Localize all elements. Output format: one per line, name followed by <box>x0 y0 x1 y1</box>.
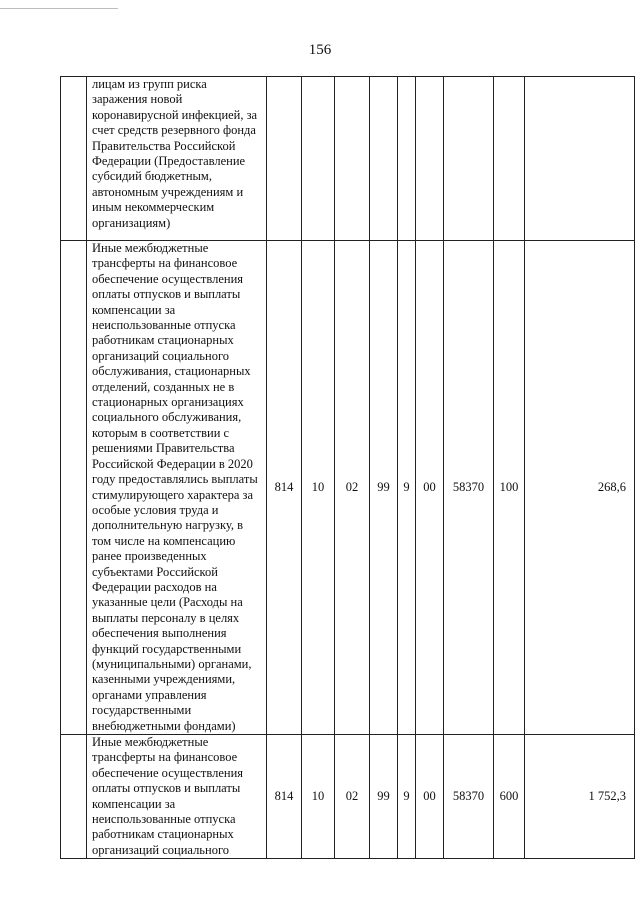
subprogram-code-cell <box>398 77 416 241</box>
section-code-cell <box>302 77 335 241</box>
ministry-code-cell <box>267 77 302 241</box>
direction-code-cell: 58370 <box>444 735 494 859</box>
page-number: 156 <box>308 42 332 58</box>
description-cell: лицам из групп риска заражения новой коронавирусной инфекцией, за счет средств резервного фонда Правительства Российской Федерации (Предоставление субсидий бюджетным, автономным учреждениям и иным некоммерческим организациям) <box>87 77 267 241</box>
row-number-cell <box>61 77 87 241</box>
subsection-code-cell: 02 <box>335 735 370 859</box>
program-code-cell: 99 <box>370 241 398 735</box>
scan-edge-mark <box>0 0 118 9</box>
program-code-cell: 99 <box>370 735 398 859</box>
table-row <box>61 77 635 241</box>
section-code-cell: 10 <box>302 241 335 735</box>
row-number-cell <box>61 241 87 735</box>
amount-cell <box>525 77 635 241</box>
table-row <box>61 735 635 859</box>
expense-type-code-cell: 600 <box>494 735 525 859</box>
table-row <box>61 241 635 735</box>
description-cell: Иные межбюджетные трансферты на финансовое обеспечение осуществления оплаты отпусков и выплаты компенсации за неиспользованные отпуска работникам стационарных организаций социального обслуживания, стационарных отделений, созданных не в стационарных организациях социального обслуживания, которым в соответствии с решениями Правительства Российской Федерации в 2020 году предоставлялись выплаты стимулирующего характера за особые условия труда и дополнительную нагрузку, в том числе на компенсацию ранее произведенных субъектами Российской Федерации расходов на указанные цели (Расходы на выплаты персоналу в целях обеспечения выполнения функций государственными (муниципальными) органами, казенными учреждениями, органами управления государственными внебюджетными фондами) <box>87 241 267 735</box>
main-event-code-cell <box>416 77 444 241</box>
amount-cell: 268,6 <box>525 241 635 735</box>
subsection-code-cell: 02 <box>335 241 370 735</box>
section-code-cell: 10 <box>302 735 335 859</box>
description-cell: Иные межбюджетные трансферты на финансовое обеспечение осуществления оплаты отпусков и выплаты компенсации за неиспользованные отпуска работникам стационарных организаций социального <box>87 735 267 859</box>
program-code-cell <box>370 77 398 241</box>
expense-type-code-cell: 100 <box>494 241 525 735</box>
ministry-code-cell: 814 <box>267 735 302 859</box>
direction-code-cell: 58370 <box>444 241 494 735</box>
subsection-code-cell <box>335 77 370 241</box>
main-event-code-cell: 00 <box>416 241 444 735</box>
subprogram-code-cell: 9 <box>398 241 416 735</box>
main-event-code-cell: 00 <box>416 735 444 859</box>
ministry-code-cell: 814 <box>267 241 302 735</box>
expense-type-code-cell <box>494 77 525 241</box>
amount-cell: 1 752,3 <box>525 735 635 859</box>
subprogram-code-cell: 9 <box>398 735 416 859</box>
row-number-cell <box>61 735 87 859</box>
budget-table <box>60 76 635 859</box>
direction-code-cell <box>444 77 494 241</box>
